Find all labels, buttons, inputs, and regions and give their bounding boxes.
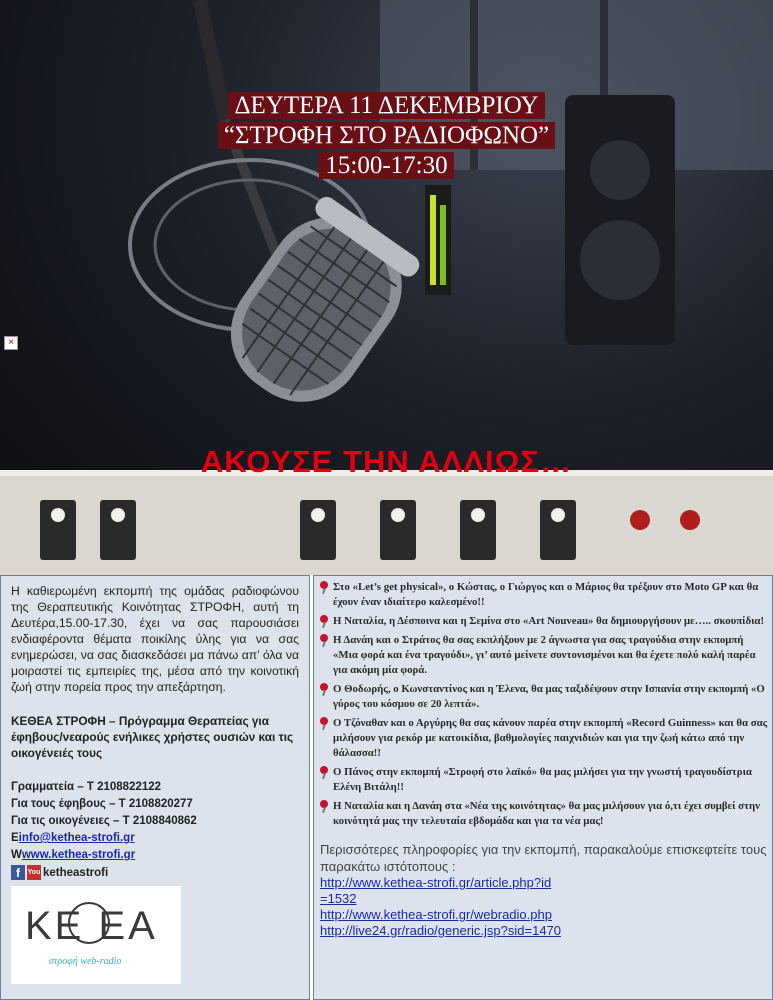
list-item <box>318 614 768 629</box>
item-text: Η Ναταλία και η Δανάη στα «Νέα της κοινότητας» θα μας μιλήσουν για ό,τι έχει συμβεί στην κοινότητά μας την τελευταία εβδομάδα και για τα νέα μας! <box>333 800 760 827</box>
social-handle: ketheastrofi <box>43 866 109 879</box>
contact-block <box>11 779 299 864</box>
webradio-link[interactable]: http://www.kethea-strofi.gr/webradio.php <box>320 907 552 922</box>
slogan: ΑΚΟΥΣΕ ΤΗΝ ΑΛΛΙΩΣ… <box>200 444 573 479</box>
list-item <box>318 799 768 829</box>
logo-subtitle: στροφή web-radio <box>49 956 122 967</box>
list-item <box>318 716 768 761</box>
item-text: Ο Θοδωρής, ο Κωνσταντίνος και η Έλενα, θα μας ταξιδέψουν στην Ισπανία στην εκπομπή «Ο γύρος του κόσμου σε 20 λεπτά». <box>333 683 765 710</box>
more-info-text: Περισσότερες πληροφορίες για την εκπομπή, παρακαλούμε επισκεφτείτε τους παρακάτω ιστότοπους : <box>320 842 767 874</box>
youtube-icon[interactable]: You <box>27 865 41 880</box>
item-text: Ο Πάνος στην εκπομπή «Στροφή στο λαϊκό» θα μας μιλήσει για την γνωστή τραγουδίστρια Ελένη Βιτάλη!! <box>333 766 752 793</box>
list-item <box>318 765 768 795</box>
article-link-continued[interactable]: =1532 <box>320 891 357 906</box>
show-time: 15:00-17:30 <box>319 152 453 179</box>
email-link[interactable]: info@kethea-strofi.gr <box>18 832 135 844</box>
item-text: Η Ναταλία, η Δέσποινα και η Σεμίνα στο «Art Nouveau» θα δημιουργήσουν με….. σκουπίδια! <box>333 615 765 627</box>
contact-secretariat: Γραμματεία – Τ 2108822122 <box>11 781 162 793</box>
email-prefix: E <box>11 832 19 844</box>
list-item <box>318 633 768 678</box>
social-row <box>11 865 299 880</box>
left-panel <box>0 575 310 1000</box>
pushpin-icon <box>318 580 331 594</box>
broken-image-icon: × <box>4 336 18 350</box>
article-link[interactable]: http://www.kethea-strofi.gr/article.php?id <box>320 875 552 890</box>
pushpin-icon <box>318 716 331 730</box>
web-prefix: W <box>11 849 22 861</box>
show-title: “ΣΤΡΟΦΗ ΣΤΟ ΡΑΔΙΟΦΩΝΟ” <box>218 122 555 149</box>
pushpin-icon <box>318 682 331 696</box>
pushpin-icon <box>318 799 331 813</box>
date-line: ΔΕΥΤΕΡΑ 11 ΔΕΚΕΜΒΡΙΟΥ <box>228 92 544 119</box>
contact-families: Για τις οικογένειες – Τ 2108840862 <box>11 815 197 827</box>
list-item <box>318 580 768 610</box>
intro-text: Η καθιερωμένη εκπομπή της ομάδας ραδιοφώνου της Θεραπευτικής Κοινότητας ΣΤΡΟΦΗ, αυτή τη Δευτέρα,15.00-17.30, έχει να σας παρουσιάσει ενδιαφέροντα θέματα ποικίλης ύλης για να σας ενημερώσει, να σας διασκεδάσει μα πάνω απ’ όλα να μοιραστεί τις εμπειρίες της, μέσα από την κοινοτική ζωή στην πορεία προς την απεξάρτηση. <box>11 584 299 694</box>
kethea-logo <box>11 886 181 984</box>
kethea-description: ΚΕΘΕΑ ΣΤΡΟΦΗ – Πρόγραμμα Θεραπείας για έφηβους/νεαρούς ενήλικες χρήστες ουσιών και τις οικογένειές τους <box>11 714 294 760</box>
facebook-icon[interactable]: f <box>11 865 25 880</box>
contact-teens: Για τους έφηβους – Τ 2108820277 <box>11 798 193 810</box>
logo-text: ΚΕ ΕΑ <box>25 904 158 948</box>
item-text: Στο «Let’s get physical», ο Κώστας, ο Γιώργος και ο Μάριος θα τρέξουν στο Moto GP και θα έχουν έναν ιδιαίτερο καλεσμένο!! <box>333 581 759 608</box>
right-panel <box>313 575 773 1000</box>
live24-link[interactable]: http://live24.gr/radio/generic.jsp?sid=1470 <box>320 923 562 938</box>
item-text: Ο Τζόναθαν και ο Αργύρης θα σας κάνουν παρέα στην εκπομπή «Record Guinness» και θα σας μιλήσουν για ρεκόρ με κατοικίδια, βαθμολογίες παιχνιδιών και για την ζωή κάτω από την θάλασσα!! <box>333 717 768 759</box>
links-list <box>320 875 768 939</box>
item-text: Η Δανάη και ο Στράτος θα σας εκπλήξουν με 2 άγνωστα για σας τραγούδια στην εκπομπή «Μια φορά και ένα τραγούδι», γι’ αυτό μείνετε συντονισμένοι και θα έχετε πολύ καλή παρέα για ακόμη μία φορά. <box>333 634 756 676</box>
pushpin-icon <box>318 614 331 628</box>
pushpin-icon <box>318 765 331 779</box>
pushpin-icon <box>318 633 331 647</box>
website-link[interactable]: www.kethea-strofi.gr <box>21 849 136 861</box>
list-item <box>318 682 768 712</box>
